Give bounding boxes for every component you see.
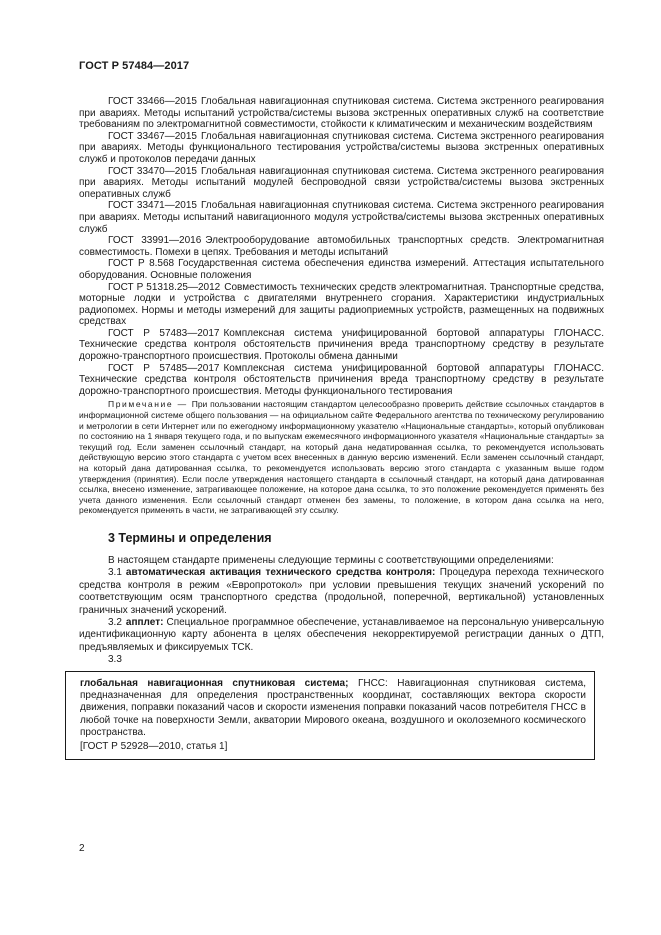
term-number: 3.2 (108, 617, 122, 628)
reference-code: ГОСТ Р 51318.25—2012 (108, 281, 221, 293)
reference-text: Совместимость технических средств электромагнитная. Транспортные средства, моторные лодки и устройства с двигателями внутреннего сгорания. Характеристики индустриальных радиопомех. Нормы и методы измерений для защиты радиоприемных устройств, размещенных на подвижных средствах (79, 281, 604, 328)
reference-text: Глобальная навигационная спутниковая система. Система экстренного реагирования при авариях. Методы испытаний модулей беспроводной связи устройства/системы вызова экстренных оперативных служб (79, 165, 604, 200)
reference-code: ГОСТ 33470—2015 (108, 165, 197, 177)
reference-text: Государственная система обеспечения единства измерений. Аттестация испытательного оборудования. Основные положения (79, 258, 604, 281)
note-text: При пользовании настоящим стандартом целесообразно проверить действие ссылочных стандартов в информационной системе общего пользования — на официальном сайте Федерального агентства по техническому регулированию и метрологии в сети Интернет или по ежегодному информационному указателю «Национальные стандарты», который опубликован по состоянию на 1 января текущего года, и по выпускам ежемесячного информационного указателя «Национальные стандарты» за текущий год. Если заменен ссылочный стандарт, на который дана недатированная ссылка, то рекомендуется использовать действующую версию этого стандарта с учетом всех внесенных в данную версию изменений. Если заменен ссылочный стандарт, на который дана датированная ссылка, то рекомендуется использовать версию этого стандарта с указанным выше годом утверждения (принятия). Если после утверждения настоящего стандарта в ссылочный стандарт, на который дана датированная ссылка, внесено изменение, затрагивающее положение, на которое дана ссылка, то это положение рекомендуется применять без учета данного изменения. Если ссылочный стандарт отменен без замены, то положение, в котором дана ссылка на него, рекомендуется применять в части, не затрагивающей эту ссылку. (79, 399, 605, 516)
reference-code: ГОСТ 33991—2016 (108, 235, 202, 247)
term-text: Специальное программное обеспечение, устанавливаемое на персональную универсальную идентификационную карту абонента в целях обеспечения некорректируемой регистрации данных о ДТП, предъявляемых и фиксируемых ТСК. (79, 617, 605, 653)
term-name: апплет: (125, 617, 164, 628)
document-body (79, 96, 604, 760)
term-definition-box (65, 671, 595, 760)
note-label: Примечание — (108, 399, 188, 410)
reference-code: ГОСТ 33466—2015 (108, 96, 197, 107)
term-name: глобальная навигационная спутниковая система; (80, 677, 349, 689)
reference-code: ГОСТ 33471—2015 (108, 200, 197, 212)
document-header-title: ГОСТ Р 57484—2017 (79, 60, 190, 72)
term-number: 3.3 (108, 654, 122, 666)
term-source: [ГОСТ Р 52928—2010, статья 1] (80, 740, 228, 752)
section-intro: В настоящем стандарте применены следующие термины с соответствующими определениями: (108, 554, 554, 566)
reference-note (79, 399, 604, 516)
reference-item (79, 282, 604, 328)
reference-item (79, 258, 604, 281)
term-name: автоматическая активация технического средства контроля: (125, 567, 436, 579)
reference-code: ГОСТ Р 57485—2017 (108, 362, 220, 374)
reference-code: ГОСТ Р 8.568 (108, 258, 175, 270)
reference-text: Глобальная навигационная спутниковая система. Система экстренного реагирования при авариях. Методы испытаний устройства/системы вызова экстренных оперативных служб на соответствие требованиям по электромагнитной совместимости, стойкости к климатическим и механическим воздействиям (79, 96, 604, 131)
reference-code: ГОСТ 33467—2015 (108, 130, 197, 142)
reference-item (79, 131, 604, 166)
reference-item (79, 363, 604, 398)
page-number: 2 (79, 843, 85, 854)
reference-item (79, 96, 604, 131)
term-definition (80, 678, 586, 740)
reference-code: ГОСТ Р 57483—2017 (108, 327, 220, 339)
reference-text: Комплексная система унифицированной бортовой аппаратуры ГЛОНАСС. Технические средства контроля обстоятельств причинения вреда транспортному средству в результате дорожно-транспортного происшествия. Методы функционального тестирования (79, 362, 604, 397)
reference-item (79, 200, 604, 235)
reference-text: Глобальная навигационная спутниковая система. Система экстренного реагирования при авариях. Методы функционального тестирования устройства/системы вызова экстренных оперативных служб и протоколов передачи данных (79, 130, 604, 165)
term-text: ГНСС: Навигационная спутниковая система, предназначенная для определения пространственных координат, составляющих вектора скорости движения, поправки показаний часов и скорости изменения поправки показаний часов потребителя ГНСС в любой точке на поверхности Земли, акватории Мирового океана, воздушного и околоземного космического пространства. (80, 677, 587, 739)
reference-item (79, 328, 604, 363)
term-definition (79, 617, 604, 654)
term-text: Процедура перехода технического средства контроля в режим «Европротокол» при условии превышения текущих значений ускорений по соответствующим осям транспортного средства (продольной, поперечной, вертикальной) установленных граничных значений ускорений. (79, 567, 604, 616)
term-definition (79, 567, 604, 617)
reference-text: Комплексная система унифицированной бортовой аппаратуры ГЛОНАСС. Технические средства контроля обстоятельств причинения вреда транспортному средству в результате дорожно-транспортного происшествия. Протоколы обмена данными (79, 327, 604, 363)
section-title: 3 Термины и определения (108, 530, 272, 545)
reference-item (79, 235, 604, 258)
reference-text: Электрооборудование автомобильных транспортных средств. Электромагнитная совместимость. Помехи в цепях. Требования и методы испытаний (79, 235, 605, 258)
reference-text: Глобальная навигационная спутниковая система. Система экстренного реагирования при авариях. Методы испытаний навигационного модуля устройства/системы вызова экстренных оперативных служб (79, 200, 604, 235)
reference-item (79, 166, 604, 201)
term-number: 3.1 (108, 567, 122, 579)
